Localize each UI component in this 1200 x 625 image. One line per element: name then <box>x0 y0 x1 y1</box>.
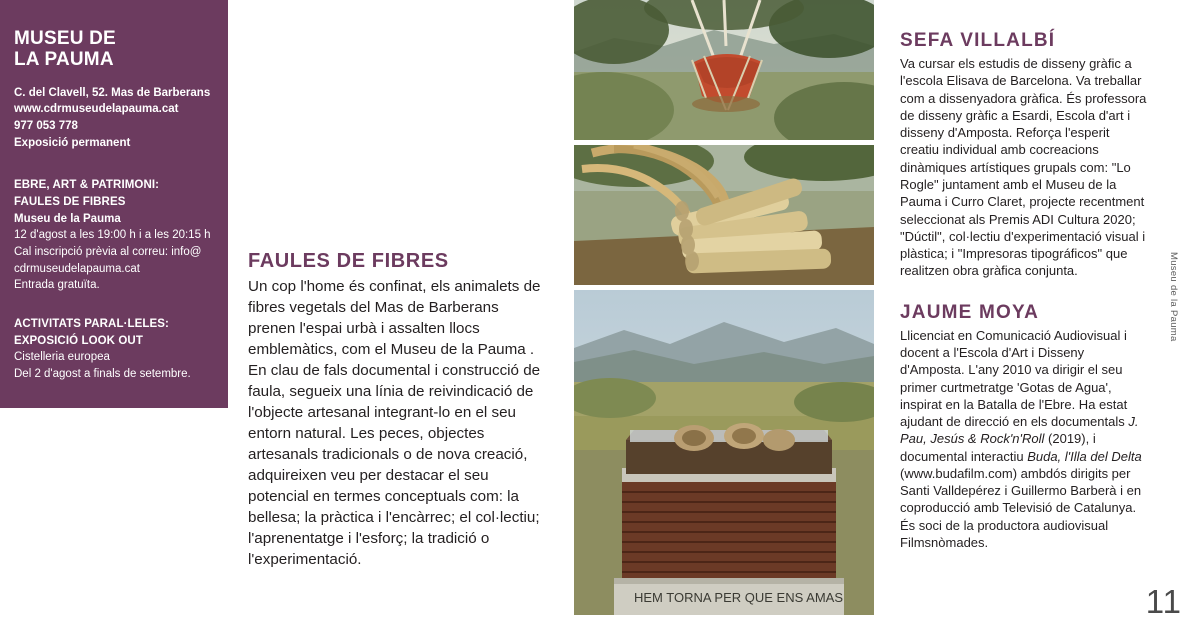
museum-exhibition-type: Exposició permanent <box>14 136 131 149</box>
vertical-side-label: Museu de la Pauma <box>1168 252 1179 342</box>
parallel-activities-section <box>14 316 214 383</box>
museum-title-line1: MUSEU DE <box>14 28 116 49</box>
photo-insect-hotel-landscape <box>574 290 874 615</box>
museum-website[interactable]: www.cdrmuseudelapauma.cat <box>14 103 179 116</box>
exhibition-registration-email[interactable]: cdrmuseudelapauma.cat <box>14 262 140 275</box>
bio-jaume-part2: (2019), i documental interactiu <box>900 431 1096 464</box>
bio-name-sefa-villalbi: SEFA VILLALBÍ <box>900 30 1056 51</box>
exhibition-header-line2: FAULES DE FIBRES <box>14 195 126 208</box>
exhibition-header-line1: EBRE, ART & PATRIMONI: <box>14 179 160 192</box>
main-article <box>248 250 544 571</box>
parallel-header-line2: EXPOSICIÓ LOOK OUT <box>14 334 143 347</box>
page-number: 11 <box>1145 583 1182 620</box>
museum-contact-block <box>14 85 214 152</box>
photo-bamboo-tubes-bundle <box>574 145 874 285</box>
bio-jaume-italic1: J. Pau, Jesús & Rock'n'Roll <box>900 414 1139 447</box>
museum-title-line2: LA PAUMA <box>14 49 114 71</box>
bio-jaume-italic2: Buda, l'Illa del Delta <box>1027 448 1142 464</box>
museum-title <box>14 28 214 71</box>
photo-column <box>574 0 874 625</box>
exhibition-dates: 12 d'agost a les 19:00 h i a les 20:15 h <box>14 229 211 242</box>
parallel-line2: Del 2 d'agost a finals de setembre. <box>14 367 191 380</box>
main-article-title: FAULES DE FIBRES <box>248 250 449 272</box>
exhibition-section <box>14 177 214 294</box>
photo-graffiti-caption: HEM TORNA PER QUE ENS AMAS <box>634 590 844 605</box>
exhibition-price: Entrada gratuïta. <box>14 279 100 292</box>
parallel-header-line1: ACTIVITATS PARAL·LELES: <box>14 317 169 330</box>
museum-address: C. del Clavell, 52. Mas de Barberans <box>14 86 211 99</box>
bio-jaume-part3: (www.budafilm.com) ambdós dirigits per Santi Valldepérez i Guillermo Barberà i en coproducció amb Televisió de Catalunya. És soci de la productora audiovisual Filmsnòmades. <box>900 465 1142 551</box>
biographies-column <box>900 30 1150 573</box>
bio-name-jaume-moya: JAUME MOYA <box>900 301 1040 323</box>
bio-jaume-part1: Llicenciat en Comunicació Audiovisual i docent a l'Escola d'Art i Disseny d'Amposta. L'any 2010 va dirigir el seu primer curtmetratge 'Gotas de Agua', inspirat en la Batalla de l'Ebre. Ha estat ajudant de direcció en els documentals <box>900 327 1129 430</box>
museum-phone: 977 053 778 <box>14 119 78 132</box>
exhibition-venue: Museu de la Pauma <box>14 212 121 225</box>
exhibition-registration: Cal inscripció prèvia al correu: info@ <box>14 245 202 258</box>
bio-text-jaume-moya <box>900 327 1150 552</box>
museum-info-panel <box>0 0 228 408</box>
bio-text-sefa-villalbi: Va cursar els estudis de disseny gràfic a l'escola Elisava de Barcelona. Va treballar com a dissenyadora gràfica. És professora de disseny gràfic a Esardi, Escola d'art i disseny d'Amposta. Reforça l'esperit creatiu individual amb cocreacions dinàmiques artístiques grupals com: "Lo Rogle" juntament amb el Museu de la Pauma i Curro Claret, projecte recentment seleccionat als Premis ADI Cultura 2020; "Dúctil", col·lectiu d'experimentació visual i plàstica; i "Impresoras tipográficos" que realitzen obra gràfica conjunta. <box>900 56 1147 279</box>
photo-hanging-fiber-sculpture <box>574 0 874 140</box>
parallel-line1: Cistelleria europea <box>14 351 110 364</box>
main-article-body: Un cop l'home és confinat, els animalets de fibres vegetals del Mas de Barberans prenen l'espai urbà i assalten llocs emblemàtics, com el Museu de la Pauma . En clau de fals documental i construcció de faula, segueix una línia de reivindicació de l'objecte artesanal integrant-lo en el seu entorn natural. Les peces, objectes artesanals tradicionals o de nova creació, adquireixen veu per destacar el seu potencial en termes conceptuals com: la bellesa; la pràctica i l'encàrrec; el col·lectiu; l'aprenentatge i l'esforç; la tradició o l'experimentació. <box>248 278 541 568</box>
